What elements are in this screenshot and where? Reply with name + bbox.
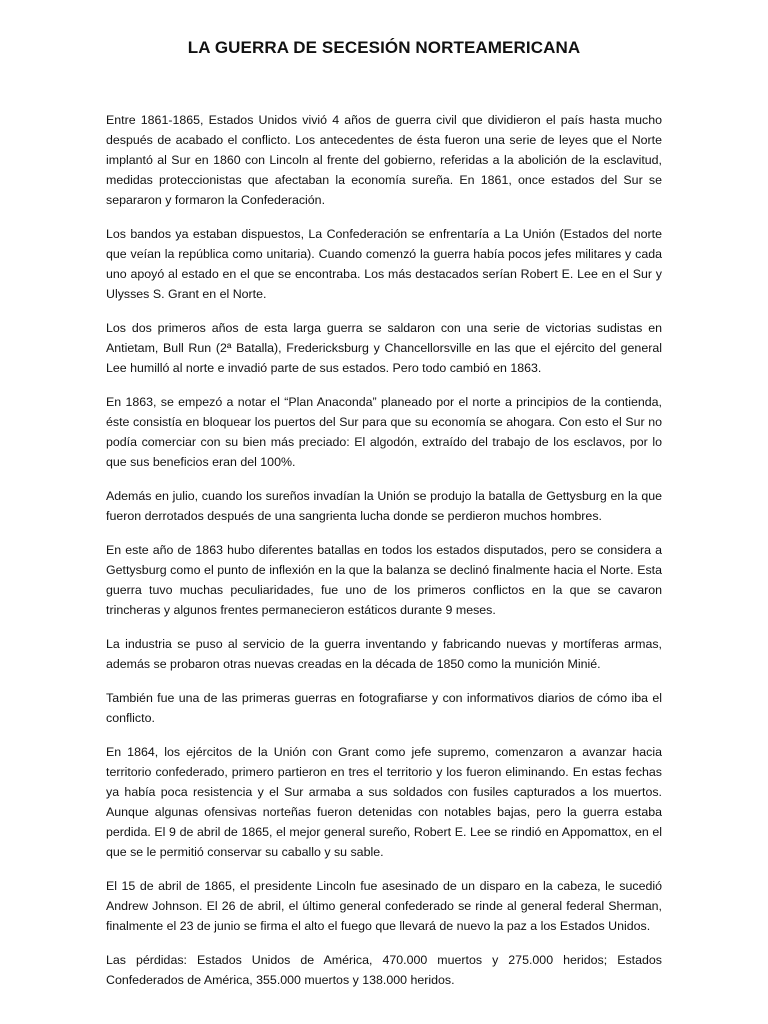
- paragraph-1: Entre 1861-1865, Estados Unidos vivió 4 años de guerra civil que dividieron el país hasta mucho después de acabado el conflicto. Los antecedentes de ésta fueron una serie de leyes que el Norte implantó al Sur en 1860 con Lincoln al frente del gobierno, referidas a la abolición de la esclavitud, medidas proteccionistas que afectaban la economía sureña. En 1861, once estados del Sur se separaron y formaron la Confederación.: [106, 113, 662, 207]
- paragraph-4: En 1863, se empezó a notar el “Plan Anaconda” planeado por el norte a principios de la contienda, éste consistía en bloquear los puertos del Sur para que su economía se ahogara. Con esto el Sur no podía comerciar con su bien más preciado: El algodón, extraído del trabajo de los esclavos, por lo que sus beneficios eran del 100%.: [106, 395, 662, 469]
- paragraph-11: Las pérdidas: Estados Unidos de América, 470.000 muertos y 275.000 heridos; Estados Confederados de América, 355.000 muertos y 138.000 heridos.: [106, 953, 662, 987]
- paragraph-6: En este año de 1863 hubo diferentes batallas en todos los estados disputados, pero se considera a Gettysburg como el punto de inflexión en la que la balanza se declinó finalmente hacia el Norte. Esta guerra tuvo muchas peculiaridades, fue uno de los primeros conflictos en la que se cavaron trincheras y algunos frentes permanecieron estáticos durante 9 meses.: [106, 543, 662, 617]
- paragraph-10: El 15 de abril de 1865, el presidente Lincoln fue asesinado de un disparo en la cabeza, le sucedió Andrew Johnson. El 26 de abril, el último general confederado se rinde al general federal Sherman, finalmente el 23 de junio se firma el alto el fuego que llevará de nuevo la paz a los Estados Unidos.: [106, 879, 662, 933]
- page-title: LA GUERRA DE SECESIÓN NORTEAMERICANA: [187, 38, 581, 57]
- paragraph-2: Los bandos ya estaban dispuestos, La Confederación se enfrentaría a La Unión (Estados del norte que veían la república como unitaria). Cuando comenzó la guerra había pocos jefes militares y cada uno apoyó al estado en el que se encontraba. Los más destacados serían Robert E. Lee en el Sur y Ulysses S. Grant en el Norte.: [106, 227, 662, 301]
- paragraph-5: Además en julio, cuando los sureños invadían la Unión se produjo la batalla de Gettysburg en la que fueron derrotados después de una sangrienta lucha donde se perdieron muchos hombres.: [106, 489, 662, 523]
- paragraph-3: Los dos primeros años de esta larga guerra se saldaron con una serie de victorias sudistas en Antietam, Bull Run (2ª Batalla), Fredericksburg y Chancellorsville en las que el ejército del general Lee humilló al norte e invadió parte de sus estados. Pero todo cambió en 1863.: [106, 321, 662, 375]
- paragraph-7: La industria se puso al servicio de la guerra inventando y fabricando nuevas y mortíferas armas, además se probaron otras nuevas creadas en la década de 1850 como la munición Minié.: [106, 637, 662, 671]
- paragraph-9: En 1864, los ejércitos de la Unión con Grant como jefe supremo, comenzaron a avanzar hacia territorio confederado, primero partieron en tres el territorio y los fueron eliminando. En estas fechas ya había poca resistencia y el Sur armaba a sus soldados con fusiles capturados a los muertos. Aunque algunas ofensivas norteñas fueron detenidas con notables bajas, pero la guerra estaba perdida. El 9 de abril de 1865, el mejor general sureño, Robert E. Lee se rindió en Appomattox, en el que se le permitió conservar su caballo y su sable.: [106, 745, 662, 859]
- paragraph-8: También fue una de las primeras guerras en fotografiarse y con informativos diarios de cómo iba el conflicto.: [106, 691, 662, 725]
